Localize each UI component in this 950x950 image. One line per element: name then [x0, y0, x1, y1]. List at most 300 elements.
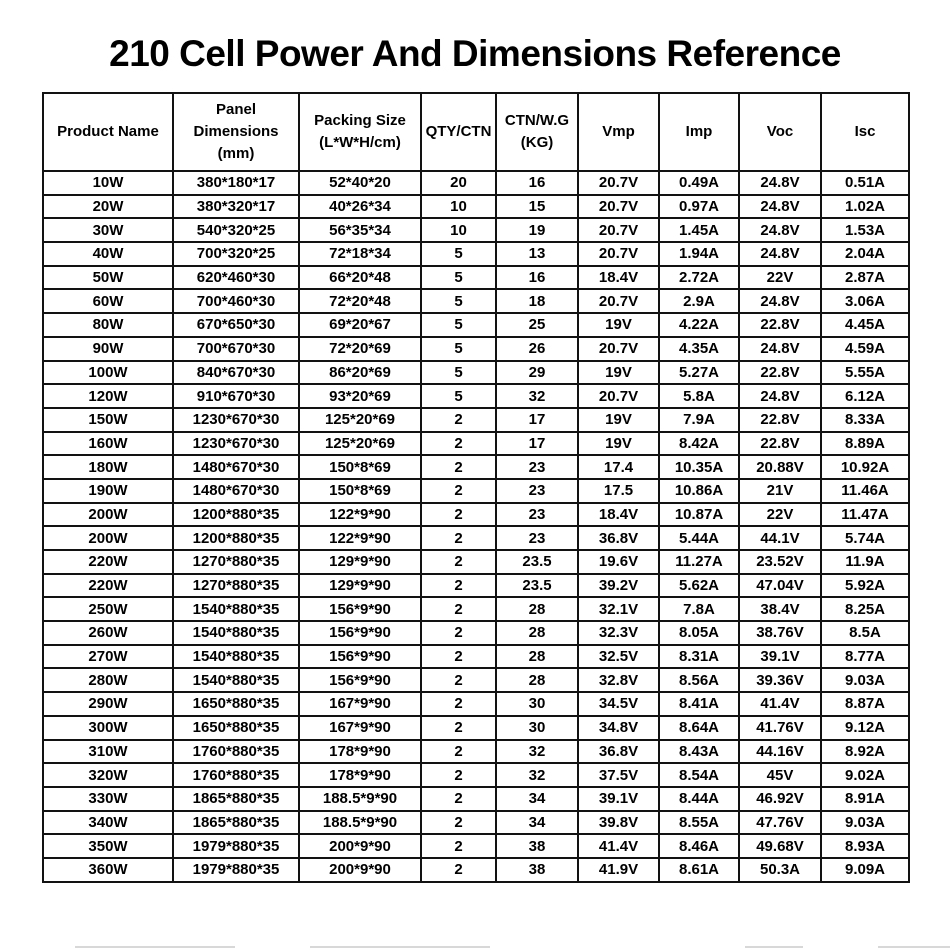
cell-r29-c2: 1979*880*35	[173, 834, 299, 858]
cell-r12-c7: 8.42A	[659, 432, 739, 456]
cell-r19-c3: 156*9*90	[299, 597, 421, 621]
cell-r26-c5: 32	[496, 763, 578, 787]
cell-r1-c6: 20.7V	[578, 171, 659, 195]
cell-r12-c8: 22.8V	[739, 432, 821, 456]
cell-r10-c4: 5	[421, 384, 496, 408]
cell-r12-c9: 8.89A	[821, 432, 909, 456]
cell-r21-c1: 270W	[43, 645, 173, 669]
table-row	[43, 787, 909, 811]
cell-r10-c7: 5.8A	[659, 384, 739, 408]
cropped-next-row-line	[310, 946, 490, 948]
cell-r24-c4: 2	[421, 716, 496, 740]
header-row	[43, 93, 909, 171]
cell-r16-c1: 200W	[43, 526, 173, 550]
cell-r7-c4: 5	[421, 313, 496, 337]
cell-r11-c1: 150W	[43, 408, 173, 432]
cell-r17-c4: 2	[421, 550, 496, 574]
page-title: 210 Cell Power And Dimensions Reference	[109, 33, 841, 74]
cell-r22-c8: 39.36V	[739, 668, 821, 692]
cell-r1-c8: 24.8V	[739, 171, 821, 195]
cell-r11-c5: 17	[496, 408, 578, 432]
cell-r8-c3: 72*20*69	[299, 337, 421, 361]
table-row	[43, 858, 909, 882]
cell-r8-c4: 5	[421, 337, 496, 361]
cell-r25-c1: 310W	[43, 740, 173, 764]
column-header-imp: Imp	[659, 93, 739, 171]
cell-r29-c7: 8.46A	[659, 834, 739, 858]
cell-r6-c6: 20.7V	[578, 289, 659, 313]
cell-r6-c3: 72*20*48	[299, 289, 421, 313]
table-header	[43, 93, 909, 171]
cell-r15-c3: 122*9*90	[299, 503, 421, 527]
cell-r5-c1: 50W	[43, 266, 173, 290]
cell-r16-c3: 122*9*90	[299, 526, 421, 550]
cell-r20-c3: 156*9*90	[299, 621, 421, 645]
cell-r28-c6: 39.8V	[578, 811, 659, 835]
cell-r3-c3: 56*35*34	[299, 218, 421, 242]
cell-r22-c1: 280W	[43, 668, 173, 692]
cell-r26-c6: 37.5V	[578, 763, 659, 787]
cell-r17-c5: 23.5	[496, 550, 578, 574]
cell-r30-c2: 1979*880*35	[173, 858, 299, 882]
cell-r26-c3: 178*9*90	[299, 763, 421, 787]
cell-r15-c4: 2	[421, 503, 496, 527]
cell-r12-c5: 17	[496, 432, 578, 456]
cell-r9-c6: 19V	[578, 361, 659, 385]
cell-r22-c4: 2	[421, 668, 496, 692]
table-row	[43, 763, 909, 787]
cell-r19-c7: 7.8A	[659, 597, 739, 621]
cell-r9-c5: 29	[496, 361, 578, 385]
cell-r27-c3: 188.5*9*90	[299, 787, 421, 811]
cell-r21-c2: 1540*880*35	[173, 645, 299, 669]
cell-r18-c1: 220W	[43, 574, 173, 598]
cell-r19-c2: 1540*880*35	[173, 597, 299, 621]
cell-r29-c9: 8.93A	[821, 834, 909, 858]
cell-r23-c1: 290W	[43, 692, 173, 716]
cell-r27-c6: 39.1V	[578, 787, 659, 811]
cell-r7-c2: 670*650*30	[173, 313, 299, 337]
cell-r28-c2: 1865*880*35	[173, 811, 299, 835]
cell-r14-c4: 2	[421, 479, 496, 503]
cell-r2-c3: 40*26*34	[299, 195, 421, 219]
cell-r25-c2: 1760*880*35	[173, 740, 299, 764]
table-row	[43, 740, 909, 764]
table-body	[43, 171, 909, 882]
table-row	[43, 550, 909, 574]
cell-r28-c4: 2	[421, 811, 496, 835]
cell-r22-c9: 9.03A	[821, 668, 909, 692]
table-row	[43, 574, 909, 598]
cell-r6-c8: 24.8V	[739, 289, 821, 313]
cell-r29-c8: 49.68V	[739, 834, 821, 858]
table-row	[43, 834, 909, 858]
cell-r16-c5: 23	[496, 526, 578, 550]
cell-r23-c2: 1650*880*35	[173, 692, 299, 716]
cell-r19-c6: 32.1V	[578, 597, 659, 621]
cell-r15-c8: 22V	[739, 503, 821, 527]
cell-r6-c1: 60W	[43, 289, 173, 313]
cell-r14-c9: 11.46A	[821, 479, 909, 503]
cell-r4-c7: 1.94A	[659, 242, 739, 266]
cell-r16-c7: 5.44A	[659, 526, 739, 550]
cell-r2-c8: 24.8V	[739, 195, 821, 219]
cell-r20-c1: 260W	[43, 621, 173, 645]
cell-r27-c1: 330W	[43, 787, 173, 811]
cell-r18-c4: 2	[421, 574, 496, 598]
cell-r5-c5: 16	[496, 266, 578, 290]
table-row	[43, 218, 909, 242]
cell-r9-c9: 5.55A	[821, 361, 909, 385]
cell-r2-c1: 20W	[43, 195, 173, 219]
cell-r26-c9: 9.02A	[821, 763, 909, 787]
cell-r24-c1: 300W	[43, 716, 173, 740]
cell-r13-c2: 1480*670*30	[173, 455, 299, 479]
cell-r2-c7: 0.97A	[659, 195, 739, 219]
cell-r14-c3: 150*8*69	[299, 479, 421, 503]
cell-r13-c3: 150*8*69	[299, 455, 421, 479]
cell-r7-c3: 69*20*67	[299, 313, 421, 337]
cell-r7-c9: 4.45A	[821, 313, 909, 337]
cell-r12-c2: 1230*670*30	[173, 432, 299, 456]
table-row	[43, 479, 909, 503]
cell-r3-c5: 19	[496, 218, 578, 242]
cell-r30-c7: 8.61A	[659, 858, 739, 882]
cell-r23-c7: 8.41A	[659, 692, 739, 716]
cell-r14-c2: 1480*670*30	[173, 479, 299, 503]
cell-r10-c9: 6.12A	[821, 384, 909, 408]
cell-r5-c7: 2.72A	[659, 266, 739, 290]
cell-r10-c8: 24.8V	[739, 384, 821, 408]
cell-r22-c6: 32.8V	[578, 668, 659, 692]
cell-r8-c2: 700*670*30	[173, 337, 299, 361]
table-row	[43, 503, 909, 527]
cell-r21-c3: 156*9*90	[299, 645, 421, 669]
cell-r29-c1: 350W	[43, 834, 173, 858]
cell-r3-c7: 1.45A	[659, 218, 739, 242]
cell-r9-c8: 22.8V	[739, 361, 821, 385]
cell-r28-c5: 34	[496, 811, 578, 835]
cell-r5-c2: 620*460*30	[173, 266, 299, 290]
cell-r1-c4: 20	[421, 171, 496, 195]
power-dimensions-table	[42, 92, 910, 883]
cell-r1-c5: 16	[496, 171, 578, 195]
cell-r29-c4: 2	[421, 834, 496, 858]
cell-r18-c8: 47.04V	[739, 574, 821, 598]
cell-r17-c9: 11.9A	[821, 550, 909, 574]
table-row	[43, 668, 909, 692]
cell-r13-c4: 2	[421, 455, 496, 479]
cell-r28-c7: 8.55A	[659, 811, 739, 835]
cell-r30-c3: 200*9*90	[299, 858, 421, 882]
cell-r24-c8: 41.76V	[739, 716, 821, 740]
column-header-product-name: Product Name	[43, 93, 173, 171]
cell-r24-c7: 8.64A	[659, 716, 739, 740]
cell-r7-c8: 22.8V	[739, 313, 821, 337]
table-row	[43, 597, 909, 621]
cell-r25-c9: 8.92A	[821, 740, 909, 764]
cell-r12-c3: 125*20*69	[299, 432, 421, 456]
cell-r17-c7: 11.27A	[659, 550, 739, 574]
cell-r10-c1: 120W	[43, 384, 173, 408]
cell-r20-c7: 8.05A	[659, 621, 739, 645]
cell-r23-c9: 8.87A	[821, 692, 909, 716]
cell-r17-c3: 129*9*90	[299, 550, 421, 574]
cell-r14-c8: 21V	[739, 479, 821, 503]
cell-r22-c2: 1540*880*35	[173, 668, 299, 692]
cell-r24-c5: 30	[496, 716, 578, 740]
cell-r20-c2: 1540*880*35	[173, 621, 299, 645]
cell-r21-c8: 39.1V	[739, 645, 821, 669]
cell-r26-c2: 1760*880*35	[173, 763, 299, 787]
cropped-next-row-line	[745, 946, 803, 948]
table-row	[43, 526, 909, 550]
table-row	[43, 716, 909, 740]
cell-r11-c4: 2	[421, 408, 496, 432]
cell-r4-c9: 2.04A	[821, 242, 909, 266]
cell-r25-c4: 2	[421, 740, 496, 764]
cell-r11-c9: 8.33A	[821, 408, 909, 432]
cell-r17-c6: 19.6V	[578, 550, 659, 574]
cell-r5-c8: 22V	[739, 266, 821, 290]
cell-r18-c6: 39.2V	[578, 574, 659, 598]
cell-r18-c9: 5.92A	[821, 574, 909, 598]
cell-r3-c2: 540*320*25	[173, 218, 299, 242]
cell-r30-c5: 38	[496, 858, 578, 882]
column-header-panel-dimensions-mm: Panel Dimensions (mm)	[173, 93, 299, 171]
cell-r13-c9: 10.92A	[821, 455, 909, 479]
cell-r13-c5: 23	[496, 455, 578, 479]
cell-r6-c7: 2.9A	[659, 289, 739, 313]
cell-r1-c7: 0.49A	[659, 171, 739, 195]
cell-r6-c5: 18	[496, 289, 578, 313]
cell-r25-c3: 178*9*90	[299, 740, 421, 764]
cell-r8-c8: 24.8V	[739, 337, 821, 361]
cell-r5-c6: 18.4V	[578, 266, 659, 290]
table-row	[43, 171, 909, 195]
cell-r15-c9: 11.47A	[821, 503, 909, 527]
cell-r3-c6: 20.7V	[578, 218, 659, 242]
cell-r24-c2: 1650*880*35	[173, 716, 299, 740]
cell-r15-c5: 23	[496, 503, 578, 527]
cell-r18-c5: 23.5	[496, 574, 578, 598]
cell-r4-c8: 24.8V	[739, 242, 821, 266]
cell-r8-c9: 4.59A	[821, 337, 909, 361]
cell-r30-c9: 9.09A	[821, 858, 909, 882]
cell-r16-c8: 44.1V	[739, 526, 821, 550]
cell-r27-c4: 2	[421, 787, 496, 811]
cell-r27-c8: 46.92V	[739, 787, 821, 811]
cell-r29-c3: 200*9*90	[299, 834, 421, 858]
cell-r21-c9: 8.77A	[821, 645, 909, 669]
cell-r1-c1: 10W	[43, 171, 173, 195]
cell-r2-c4: 10	[421, 195, 496, 219]
cell-r14-c6: 17.5	[578, 479, 659, 503]
column-header-voc: Voc	[739, 93, 821, 171]
cell-r19-c5: 28	[496, 597, 578, 621]
cell-r30-c4: 2	[421, 858, 496, 882]
cell-r8-c6: 20.7V	[578, 337, 659, 361]
cell-r9-c7: 5.27A	[659, 361, 739, 385]
cell-r20-c8: 38.76V	[739, 621, 821, 645]
cell-r15-c2: 1200*880*35	[173, 503, 299, 527]
cropped-next-row-line	[75, 946, 235, 948]
table-row	[43, 455, 909, 479]
table-row	[43, 313, 909, 337]
cell-r24-c9: 9.12A	[821, 716, 909, 740]
cell-r27-c7: 8.44A	[659, 787, 739, 811]
cell-r5-c3: 66*20*48	[299, 266, 421, 290]
table-row	[43, 266, 909, 290]
cell-r15-c7: 10.87A	[659, 503, 739, 527]
cell-r19-c9: 8.25A	[821, 597, 909, 621]
cell-r28-c3: 188.5*9*90	[299, 811, 421, 835]
cell-r23-c3: 167*9*90	[299, 692, 421, 716]
cell-r27-c9: 8.91A	[821, 787, 909, 811]
table-row	[43, 645, 909, 669]
cell-r7-c7: 4.22A	[659, 313, 739, 337]
table-row	[43, 692, 909, 716]
table-row	[43, 384, 909, 408]
cell-r18-c3: 129*9*90	[299, 574, 421, 598]
cell-r26-c8: 45V	[739, 763, 821, 787]
cell-r22-c7: 8.56A	[659, 668, 739, 692]
cell-r9-c1: 100W	[43, 361, 173, 385]
table-row	[43, 432, 909, 456]
cell-r20-c4: 2	[421, 621, 496, 645]
cell-r22-c3: 156*9*90	[299, 668, 421, 692]
column-header-qty-ctn: QTY/CTN	[421, 93, 496, 171]
cell-r26-c7: 8.54A	[659, 763, 739, 787]
cell-r2-c5: 15	[496, 195, 578, 219]
cell-r4-c3: 72*18*34	[299, 242, 421, 266]
cell-r5-c9: 2.87A	[821, 266, 909, 290]
cell-r28-c8: 47.76V	[739, 811, 821, 835]
cell-r10-c5: 32	[496, 384, 578, 408]
cell-r25-c5: 32	[496, 740, 578, 764]
table-row	[43, 408, 909, 432]
cell-r20-c9: 8.5A	[821, 621, 909, 645]
cell-r2-c9: 1.02A	[821, 195, 909, 219]
cell-r25-c6: 36.8V	[578, 740, 659, 764]
column-header-vmp: Vmp	[578, 93, 659, 171]
cell-r10-c3: 93*20*69	[299, 384, 421, 408]
cell-r16-c6: 36.8V	[578, 526, 659, 550]
cell-r13-c8: 20.88V	[739, 455, 821, 479]
cell-r11-c3: 125*20*69	[299, 408, 421, 432]
table-row	[43, 621, 909, 645]
cell-r4-c1: 40W	[43, 242, 173, 266]
cell-r6-c9: 3.06A	[821, 289, 909, 313]
cell-r21-c7: 8.31A	[659, 645, 739, 669]
cell-r1-c3: 52*40*20	[299, 171, 421, 195]
cell-r19-c8: 38.4V	[739, 597, 821, 621]
cell-r16-c4: 2	[421, 526, 496, 550]
cell-r30-c6: 41.9V	[578, 858, 659, 882]
cell-r16-c9: 5.74A	[821, 526, 909, 550]
cell-r18-c7: 5.62A	[659, 574, 739, 598]
cell-r7-c5: 25	[496, 313, 578, 337]
cell-r12-c1: 160W	[43, 432, 173, 456]
cell-r4-c2: 700*320*25	[173, 242, 299, 266]
cell-r24-c3: 167*9*90	[299, 716, 421, 740]
table-row	[43, 195, 909, 219]
cell-r25-c8: 44.16V	[739, 740, 821, 764]
column-header-packing-size-l-w-h-cm: Packing Size (L*W*H/cm)	[299, 93, 421, 171]
cell-r19-c1: 250W	[43, 597, 173, 621]
cell-r15-c6: 18.4V	[578, 503, 659, 527]
cell-r13-c7: 10.35A	[659, 455, 739, 479]
cell-r23-c4: 2	[421, 692, 496, 716]
cell-r12-c6: 19V	[578, 432, 659, 456]
cell-r25-c7: 8.43A	[659, 740, 739, 764]
cell-r7-c6: 19V	[578, 313, 659, 337]
cell-r16-c2: 1200*880*35	[173, 526, 299, 550]
cell-r4-c4: 5	[421, 242, 496, 266]
cell-r30-c1: 360W	[43, 858, 173, 882]
cell-r10-c2: 910*670*30	[173, 384, 299, 408]
cell-r9-c2: 840*670*30	[173, 361, 299, 385]
column-header-isc: Isc	[821, 93, 909, 171]
cell-r1-c9: 0.51A	[821, 171, 909, 195]
cell-r10-c6: 20.7V	[578, 384, 659, 408]
cell-r17-c1: 220W	[43, 550, 173, 574]
cell-r26-c1: 320W	[43, 763, 173, 787]
cell-r12-c4: 2	[421, 432, 496, 456]
cell-r15-c1: 200W	[43, 503, 173, 527]
cell-r26-c4: 2	[421, 763, 496, 787]
table-row	[43, 811, 909, 835]
cell-r11-c8: 22.8V	[739, 408, 821, 432]
cropped-next-row-line	[878, 946, 950, 948]
cell-r23-c8: 41.4V	[739, 692, 821, 716]
cell-r1-c2: 380*180*17	[173, 171, 299, 195]
cell-r8-c1: 90W	[43, 337, 173, 361]
cell-r7-c1: 80W	[43, 313, 173, 337]
cell-r20-c5: 28	[496, 621, 578, 645]
cell-r28-c9: 9.03A	[821, 811, 909, 835]
cell-r17-c8: 23.52V	[739, 550, 821, 574]
column-header-ctn-w-g-kg: CTN/W.G (KG)	[496, 93, 578, 171]
cell-r11-c6: 19V	[578, 408, 659, 432]
cell-r18-c2: 1270*880*35	[173, 574, 299, 598]
cell-r14-c5: 23	[496, 479, 578, 503]
cell-r4-c6: 20.7V	[578, 242, 659, 266]
table-row	[43, 289, 909, 313]
cell-r19-c4: 2	[421, 597, 496, 621]
cell-r29-c6: 41.4V	[578, 834, 659, 858]
cell-r6-c2: 700*460*30	[173, 289, 299, 313]
cell-r29-c5: 38	[496, 834, 578, 858]
cell-r24-c6: 34.8V	[578, 716, 659, 740]
cell-r13-c1: 180W	[43, 455, 173, 479]
cell-r9-c3: 86*20*69	[299, 361, 421, 385]
cell-r6-c4: 5	[421, 289, 496, 313]
cell-r14-c7: 10.86A	[659, 479, 739, 503]
cell-r2-c6: 20.7V	[578, 195, 659, 219]
cell-r14-c1: 190W	[43, 479, 173, 503]
cell-r27-c2: 1865*880*35	[173, 787, 299, 811]
table-row	[43, 361, 909, 385]
cell-r27-c5: 34	[496, 787, 578, 811]
cell-r23-c5: 30	[496, 692, 578, 716]
cell-r3-c9: 1.53A	[821, 218, 909, 242]
cell-r3-c1: 30W	[43, 218, 173, 242]
table-row	[43, 242, 909, 266]
table-row	[43, 337, 909, 361]
cell-r8-c5: 26	[496, 337, 578, 361]
cell-r21-c5: 28	[496, 645, 578, 669]
